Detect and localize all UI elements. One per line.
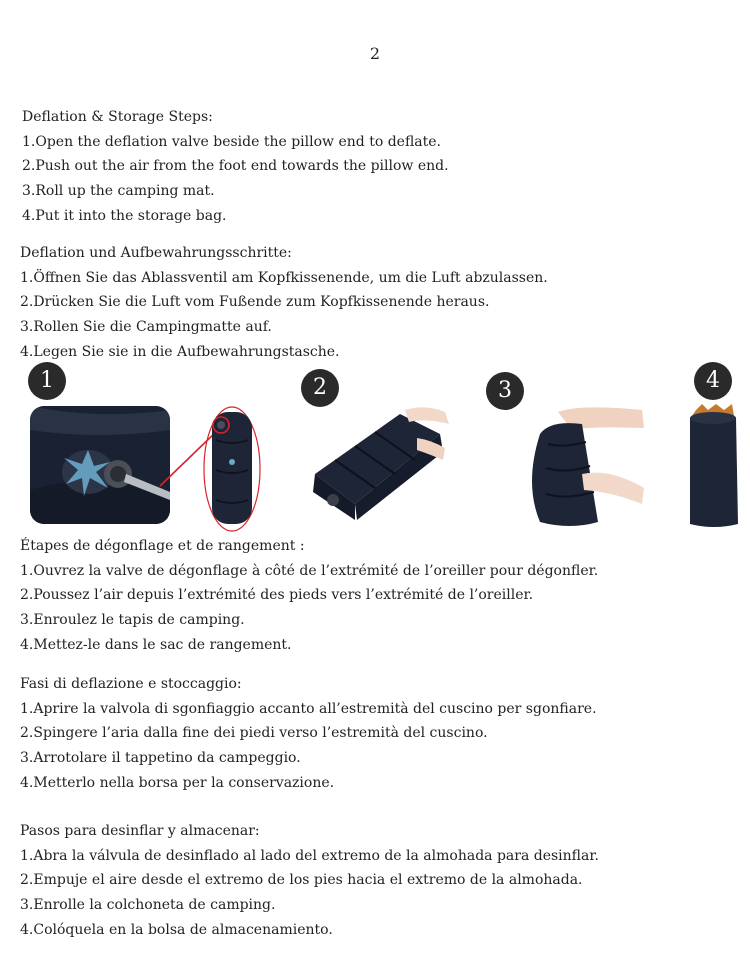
step-line: 4.Mettez-le dans le sac de rangement.: [20, 636, 292, 653]
valve-closeup-illustration: [28, 400, 268, 532]
storage-bag-illustration: [686, 400, 740, 530]
section-italian: [20, 672, 597, 796]
section-french: [20, 534, 598, 658]
step-line: 1.Ouvrez la valve de dégonflage à côté de l’extrémité de l’oreiller pour dégonfler.: [20, 562, 599, 579]
step-line: 3.Rollen Sie die Campingmatte auf.: [20, 319, 272, 336]
step-line: 4.Legen Sie sie in die Aufbewahrungstasche.: [20, 343, 340, 360]
step-line: 1.Aprire la valvola di sgonfiaggio accanto all’estremità del cuscino per sgonfiare.: [20, 700, 597, 717]
step-badge-2: 2: [301, 369, 339, 407]
section-heading: Deflation und Aufbewahrungsschritte:: [20, 245, 292, 261]
section-english: [22, 105, 449, 229]
step-line: 3.Enroulez le tapis de camping.: [20, 612, 245, 629]
step-line: 1.Open the deflation valve beside the pillow end to deflate.: [22, 133, 441, 150]
section-heading: Pasos para desinflar y almacenar:: [20, 823, 260, 839]
step-line: 1.Abra la válvula de desinflado al lado del extremo de la almohada para desinflar.: [20, 847, 599, 864]
section-spanish: [20, 819, 599, 943]
mat-upright: [212, 412, 252, 524]
folding-mat-illustration: [305, 404, 450, 526]
step-line: 3.Enrolle la colchoneta de camping.: [20, 897, 276, 914]
section-heading: Étapes de dégonflage et de rangement :: [20, 538, 305, 554]
section-heading: Deflation & Storage Steps:: [22, 109, 213, 125]
step-badge-3: 3: [486, 372, 524, 410]
step-line: 3.Roll up the camping mat.: [22, 183, 215, 200]
step-line: 4.Colóquela en la bolsa de almacenamiento.: [20, 921, 333, 938]
valve-photo: [30, 406, 170, 524]
step-line: 4.Metterlo nella borsa per la conservazione.: [20, 774, 335, 791]
section-heading: Fasi di deflazione e stoccaggio:: [20, 676, 242, 692]
step-line: 2.Spingere l’aria dalla fine dei piedi verso l’estremità del cuscino.: [20, 725, 488, 742]
step-line: 1.Öffnen Sie das Ablassventil am Kopfkissenende, um die Luft abzulassen.: [20, 269, 548, 286]
step-line: 2.Drücken Sie die Luft vom Fußende zum Kopfkissenende heraus.: [20, 294, 490, 311]
section-german: [20, 241, 548, 365]
step-badge-4: 4: [694, 362, 732, 400]
step-line: 2.Push out the air from the foot end towards the pillow end.: [22, 158, 449, 175]
step-line: 2.Poussez l’air depuis l’extrémité des pieds vers l’extrémité de l’oreiller.: [20, 587, 534, 604]
rolled-mat-illustration: [520, 404, 650, 528]
step-line: 4.Put it into the storage bag.: [22, 207, 227, 224]
step-badge-1: 1: [28, 362, 66, 400]
step-line: 2.Empuje el aire desde el extremo de los pies hacia el extremo de la almohada.: [20, 872, 583, 889]
step-line: 3.Arrotolare il tappetino da campeggio.: [20, 750, 301, 767]
page-number: 2: [369, 44, 381, 63]
